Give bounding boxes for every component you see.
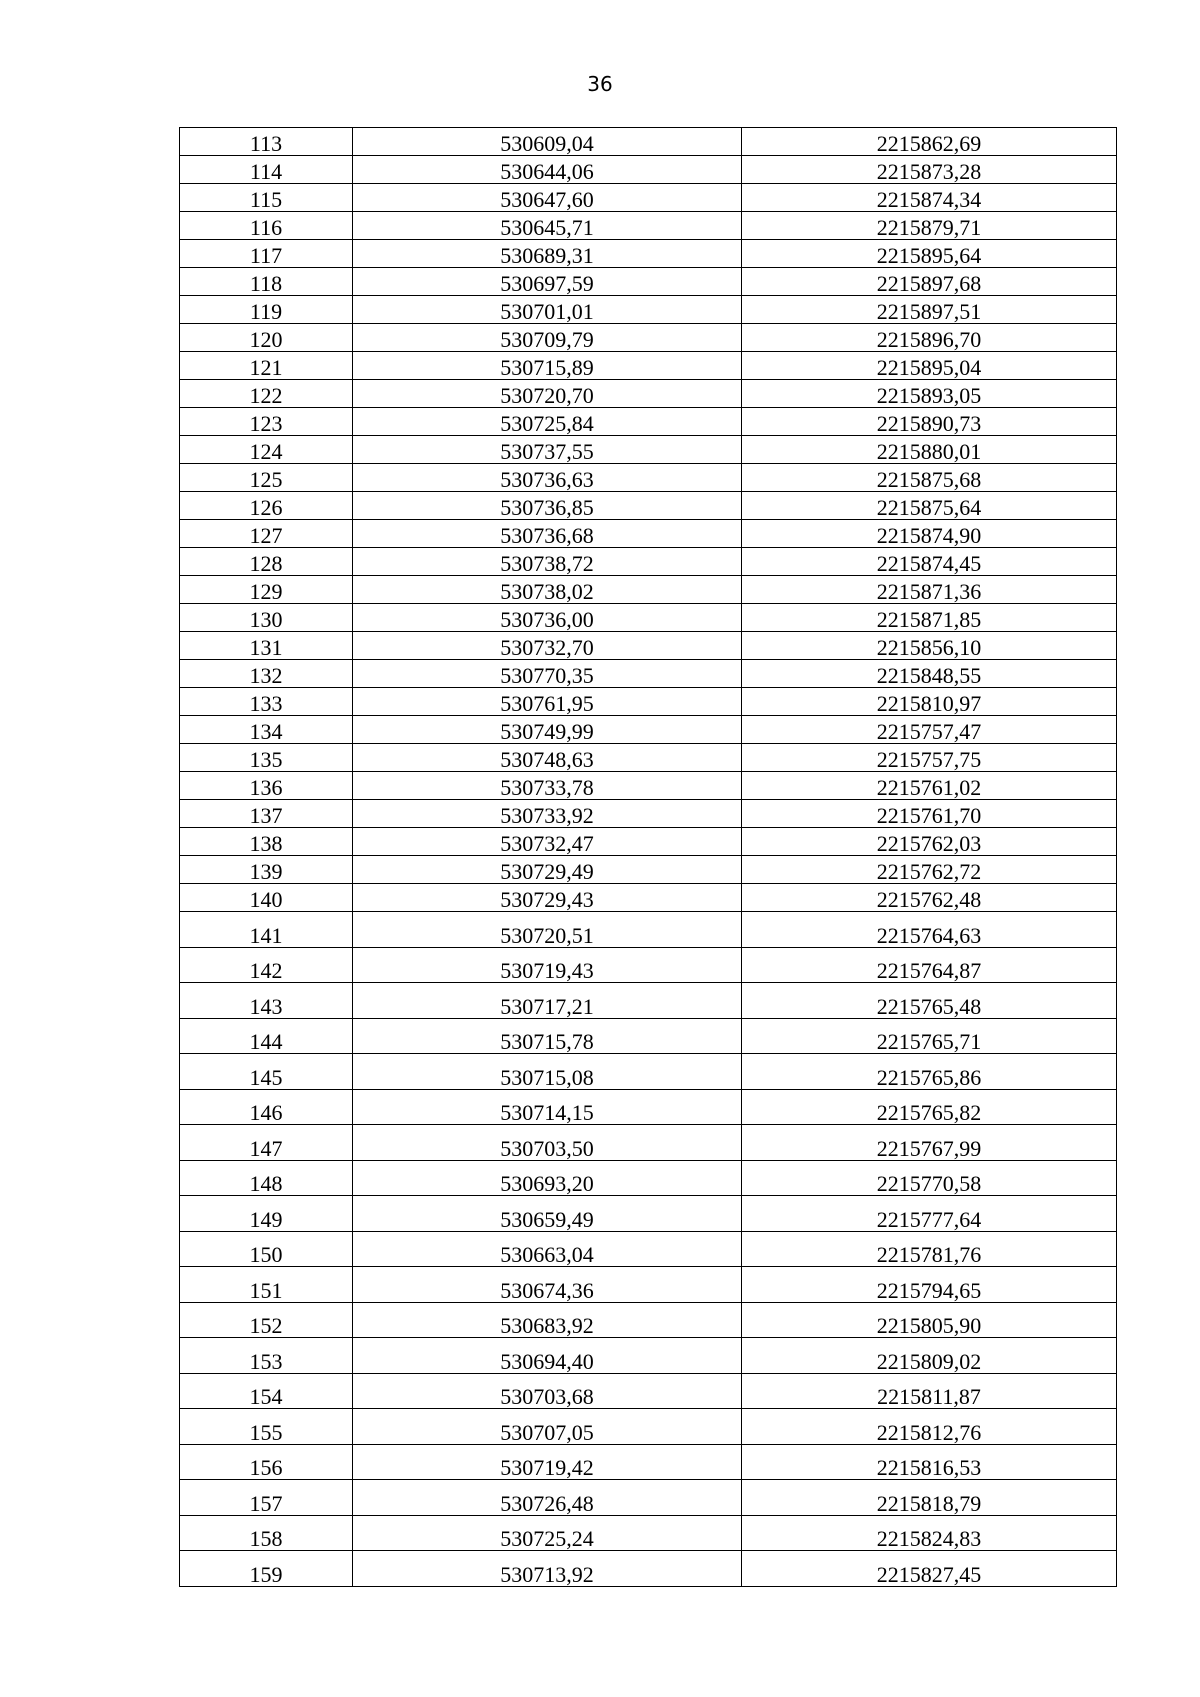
point-number-cell: 114 (180, 156, 353, 184)
x-coordinate-cell: 530748,63 (353, 744, 742, 772)
point-number-cell: 138 (180, 828, 353, 856)
table-row (180, 744, 1117, 772)
y-coordinate-cell: 2215762,48 (742, 884, 1117, 912)
point-number-cell: 159 (180, 1551, 353, 1587)
point-number-cell: 131 (180, 632, 353, 660)
y-coordinate-cell: 2215862,69 (742, 128, 1117, 156)
table-row (180, 352, 1117, 380)
point-number-cell: 151 (180, 1267, 353, 1303)
table-row (180, 548, 1117, 576)
y-coordinate-cell: 2215781,76 (742, 1231, 1117, 1267)
point-number-cell: 143 (180, 983, 353, 1019)
y-coordinate-cell: 2215895,04 (742, 352, 1117, 380)
point-number-cell: 157 (180, 1480, 353, 1516)
point-number-cell: 150 (180, 1231, 353, 1267)
point-number-cell: 113 (180, 128, 353, 156)
point-number-cell: 148 (180, 1160, 353, 1196)
point-number-cell: 134 (180, 716, 353, 744)
point-number-cell: 119 (180, 296, 353, 324)
table-row (180, 184, 1117, 212)
x-coordinate-cell: 530713,92 (353, 1551, 742, 1587)
x-coordinate-cell: 530761,95 (353, 688, 742, 716)
point-number-cell: 129 (180, 576, 353, 604)
x-coordinate-cell: 530715,78 (353, 1018, 742, 1054)
table-row (180, 912, 1117, 948)
x-coordinate-cell: 530703,68 (353, 1373, 742, 1409)
y-coordinate-cell: 2215805,90 (742, 1302, 1117, 1338)
x-coordinate-cell: 530729,49 (353, 856, 742, 884)
x-coordinate-cell: 530683,92 (353, 1302, 742, 1338)
x-coordinate-cell: 530720,51 (353, 912, 742, 948)
x-coordinate-cell: 530689,31 (353, 240, 742, 268)
y-coordinate-cell: 2215880,01 (742, 436, 1117, 464)
y-coordinate-cell: 2215777,64 (742, 1196, 1117, 1232)
point-number-cell: 127 (180, 520, 353, 548)
table-row (180, 268, 1117, 296)
y-coordinate-cell: 2215764,87 (742, 947, 1117, 983)
x-coordinate-cell: 530719,43 (353, 947, 742, 983)
point-number-cell: 132 (180, 660, 353, 688)
table-row (180, 1018, 1117, 1054)
table-row (180, 1160, 1117, 1196)
y-coordinate-cell: 2215848,55 (742, 660, 1117, 688)
point-number-cell: 142 (180, 947, 353, 983)
table-row (180, 716, 1117, 744)
table-row (180, 688, 1117, 716)
point-number-cell: 122 (180, 380, 353, 408)
x-coordinate-cell: 530709,79 (353, 324, 742, 352)
point-number-cell: 158 (180, 1515, 353, 1551)
point-number-cell: 137 (180, 800, 353, 828)
point-number-cell: 155 (180, 1409, 353, 1445)
table-row (180, 1054, 1117, 1090)
point-number-cell: 135 (180, 744, 353, 772)
table-row (180, 828, 1117, 856)
table-row (180, 660, 1117, 688)
y-coordinate-cell: 2215757,47 (742, 716, 1117, 744)
table-row (180, 1373, 1117, 1409)
point-number-cell: 126 (180, 492, 353, 520)
x-coordinate-cell: 530663,04 (353, 1231, 742, 1267)
coordinates-table (179, 127, 1117, 1587)
x-coordinate-cell: 530697,59 (353, 268, 742, 296)
table-row (180, 464, 1117, 492)
table-row (180, 1515, 1117, 1551)
table-row (180, 1444, 1117, 1480)
point-number-cell: 141 (180, 912, 353, 948)
x-coordinate-cell: 530737,55 (353, 436, 742, 464)
y-coordinate-cell: 2215765,48 (742, 983, 1117, 1019)
x-coordinate-cell: 530733,78 (353, 772, 742, 800)
x-coordinate-cell: 530717,21 (353, 983, 742, 1019)
y-coordinate-cell: 2215812,76 (742, 1409, 1117, 1445)
table-row (180, 604, 1117, 632)
table-row (180, 947, 1117, 983)
table-row (180, 1089, 1117, 1125)
table-row (180, 1409, 1117, 1445)
table-row (180, 1231, 1117, 1267)
x-coordinate-cell: 530749,99 (353, 716, 742, 744)
table-row (180, 1302, 1117, 1338)
x-coordinate-cell: 530703,50 (353, 1125, 742, 1161)
x-coordinate-cell: 530736,68 (353, 520, 742, 548)
y-coordinate-cell: 2215765,86 (742, 1054, 1117, 1090)
point-number-cell: 120 (180, 324, 353, 352)
point-number-cell: 139 (180, 856, 353, 884)
y-coordinate-cell: 2215874,45 (742, 548, 1117, 576)
table-row (180, 884, 1117, 912)
point-number-cell: 118 (180, 268, 353, 296)
point-number-cell: 147 (180, 1125, 353, 1161)
y-coordinate-cell: 2215897,68 (742, 268, 1117, 296)
y-coordinate-cell: 2215761,70 (742, 800, 1117, 828)
y-coordinate-cell: 2215874,34 (742, 184, 1117, 212)
y-coordinate-cell: 2215765,71 (742, 1018, 1117, 1054)
point-number-cell: 133 (180, 688, 353, 716)
y-coordinate-cell: 2215810,97 (742, 688, 1117, 716)
point-number-cell: 130 (180, 604, 353, 632)
table-row (180, 408, 1117, 436)
x-coordinate-cell: 530659,49 (353, 1196, 742, 1232)
table-row (180, 296, 1117, 324)
y-coordinate-cell: 2215811,87 (742, 1373, 1117, 1409)
x-coordinate-cell: 530694,40 (353, 1338, 742, 1374)
point-number-cell: 123 (180, 408, 353, 436)
table-row (180, 983, 1117, 1019)
y-coordinate-cell: 2215761,02 (742, 772, 1117, 800)
y-coordinate-cell: 2215824,83 (742, 1515, 1117, 1551)
y-coordinate-cell: 2215874,90 (742, 520, 1117, 548)
point-number-cell: 116 (180, 212, 353, 240)
x-coordinate-cell: 530714,15 (353, 1089, 742, 1125)
y-coordinate-cell: 2215897,51 (742, 296, 1117, 324)
y-coordinate-cell: 2215871,85 (742, 604, 1117, 632)
point-number-cell: 145 (180, 1054, 353, 1090)
y-coordinate-cell: 2215809,02 (742, 1338, 1117, 1374)
x-coordinate-cell: 530736,00 (353, 604, 742, 632)
table-row (180, 800, 1117, 828)
y-coordinate-cell: 2215827,45 (742, 1551, 1117, 1587)
x-coordinate-cell: 530732,70 (353, 632, 742, 660)
y-coordinate-cell: 2215767,99 (742, 1125, 1117, 1161)
table-row (180, 380, 1117, 408)
y-coordinate-cell: 2215765,82 (742, 1089, 1117, 1125)
x-coordinate-cell: 530674,36 (353, 1267, 742, 1303)
point-number-cell: 154 (180, 1373, 353, 1409)
x-coordinate-cell: 530715,08 (353, 1054, 742, 1090)
point-number-cell: 153 (180, 1338, 353, 1374)
table-row (180, 1480, 1117, 1516)
y-coordinate-cell: 2215764,63 (742, 912, 1117, 948)
table-row (180, 632, 1117, 660)
x-coordinate-cell: 530720,70 (353, 380, 742, 408)
x-coordinate-cell: 530701,01 (353, 296, 742, 324)
table-row (180, 856, 1117, 884)
y-coordinate-cell: 2215873,28 (742, 156, 1117, 184)
coordinates-table-body (180, 128, 1117, 1587)
table-row (180, 156, 1117, 184)
point-number-cell: 125 (180, 464, 353, 492)
y-coordinate-cell: 2215794,65 (742, 1267, 1117, 1303)
x-coordinate-cell: 530707,05 (353, 1409, 742, 1445)
point-number-cell: 115 (180, 184, 353, 212)
y-coordinate-cell: 2215871,36 (742, 576, 1117, 604)
x-coordinate-cell: 530738,02 (353, 576, 742, 604)
x-coordinate-cell: 530609,04 (353, 128, 742, 156)
point-number-cell: 152 (180, 1302, 353, 1338)
table-row (180, 576, 1117, 604)
y-coordinate-cell: 2215895,64 (742, 240, 1117, 268)
x-coordinate-cell: 530645,71 (353, 212, 742, 240)
x-coordinate-cell: 530729,43 (353, 884, 742, 912)
table-row (180, 772, 1117, 800)
point-number-cell: 124 (180, 436, 353, 464)
y-coordinate-cell: 2215875,64 (742, 492, 1117, 520)
x-coordinate-cell: 530732,47 (353, 828, 742, 856)
point-number-cell: 128 (180, 548, 353, 576)
x-coordinate-cell: 530736,63 (353, 464, 742, 492)
y-coordinate-cell: 2215818,79 (742, 1480, 1117, 1516)
x-coordinate-cell: 530644,06 (353, 156, 742, 184)
y-coordinate-cell: 2215816,53 (742, 1444, 1117, 1480)
point-number-cell: 144 (180, 1018, 353, 1054)
x-coordinate-cell: 530647,60 (353, 184, 742, 212)
table-row (180, 128, 1117, 156)
point-number-cell: 117 (180, 240, 353, 268)
y-coordinate-cell: 2215757,75 (742, 744, 1117, 772)
table-row (180, 1551, 1117, 1587)
x-coordinate-cell: 530733,92 (353, 800, 742, 828)
point-number-cell: 121 (180, 352, 353, 380)
table-row (180, 1338, 1117, 1374)
y-coordinate-cell: 2215875,68 (742, 464, 1117, 492)
y-coordinate-cell: 2215879,71 (742, 212, 1117, 240)
x-coordinate-cell: 530715,89 (353, 352, 742, 380)
x-coordinate-cell: 530725,84 (353, 408, 742, 436)
page-number: 36 (587, 72, 613, 96)
table-row (180, 212, 1117, 240)
y-coordinate-cell: 2215770,58 (742, 1160, 1117, 1196)
point-number-cell: 149 (180, 1196, 353, 1232)
point-number-cell: 140 (180, 884, 353, 912)
table-row (180, 1267, 1117, 1303)
x-coordinate-cell: 530738,72 (353, 548, 742, 576)
y-coordinate-cell: 2215762,72 (742, 856, 1117, 884)
x-coordinate-cell: 530726,48 (353, 1480, 742, 1516)
point-number-cell: 146 (180, 1089, 353, 1125)
point-number-cell: 136 (180, 772, 353, 800)
table-row (180, 1196, 1117, 1232)
table-row (180, 436, 1117, 464)
table-row (180, 520, 1117, 548)
y-coordinate-cell: 2215890,73 (742, 408, 1117, 436)
table-row (180, 1125, 1117, 1161)
table-row (180, 492, 1117, 520)
x-coordinate-cell: 530719,42 (353, 1444, 742, 1480)
x-coordinate-cell: 530693,20 (353, 1160, 742, 1196)
x-coordinate-cell: 530736,85 (353, 492, 742, 520)
point-number-cell: 156 (180, 1444, 353, 1480)
table-row (180, 324, 1117, 352)
x-coordinate-cell: 530770,35 (353, 660, 742, 688)
y-coordinate-cell: 2215893,05 (742, 380, 1117, 408)
y-coordinate-cell: 2215762,03 (742, 828, 1117, 856)
y-coordinate-cell: 2215896,70 (742, 324, 1117, 352)
table-row (180, 240, 1117, 268)
x-coordinate-cell: 530725,24 (353, 1515, 742, 1551)
y-coordinate-cell: 2215856,10 (742, 632, 1117, 660)
